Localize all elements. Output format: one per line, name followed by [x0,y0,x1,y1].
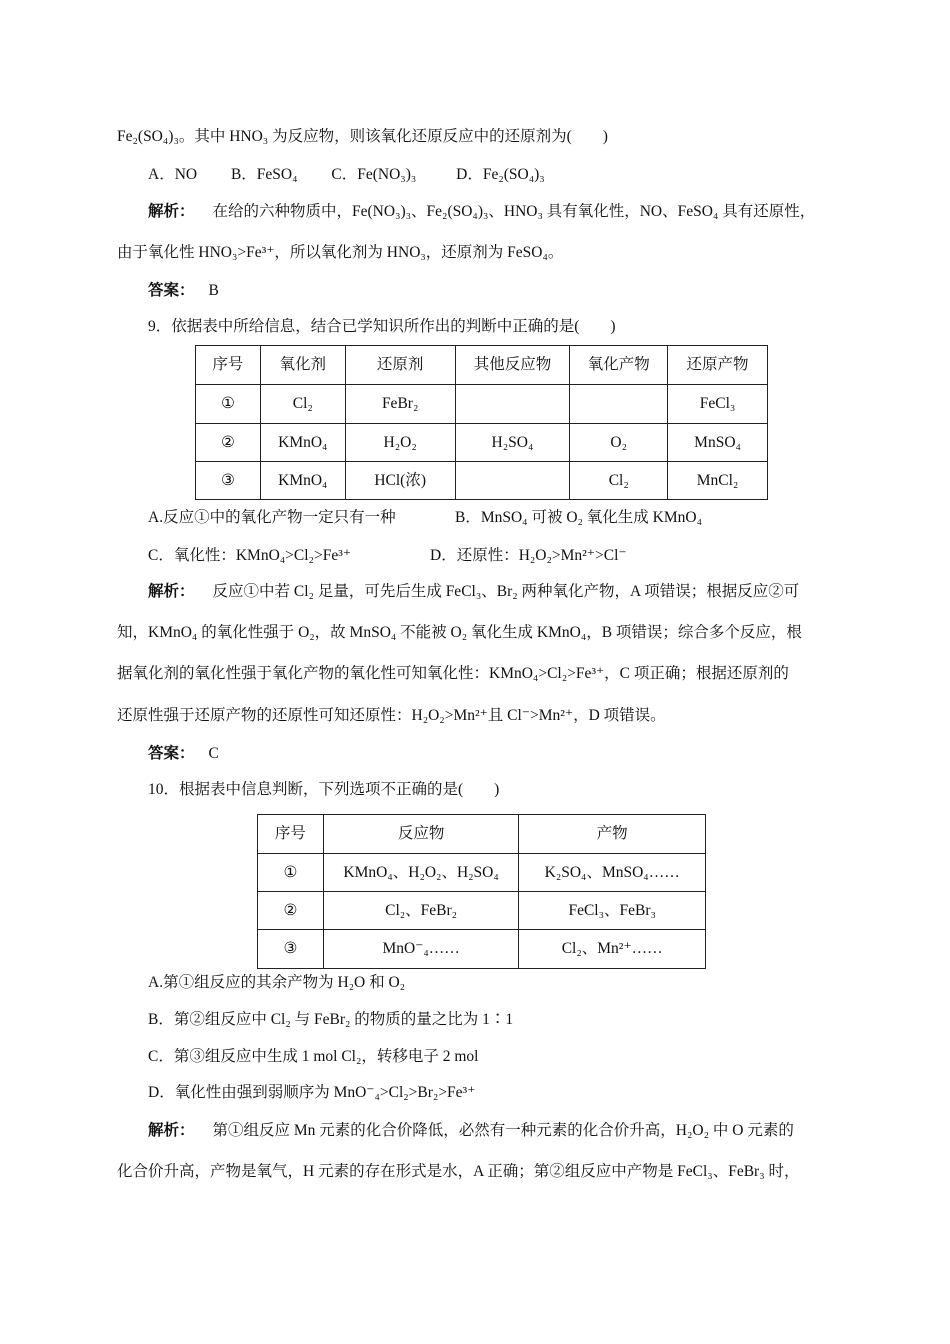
table-cell: ① [258,854,324,892]
table-cell: FeCl₃ [668,385,768,424]
q8-analysis-label: 解析： [148,203,195,220]
table-cell: Cl₂ [260,385,345,424]
table-cell: ① [196,385,261,424]
table-cell: KMnO₄ [260,462,345,500]
q10-option-d: D．氧化性由强到弱顺序为 MnO⁻₄>Cl₂>Br₂>Fe³⁺ [148,1084,476,1101]
table-cell: KMnO₄ [260,424,345,462]
q9-header-cell: 氧化剂 [260,346,345,385]
q8-option-b: B．FeSO₄ [230,166,298,183]
table-cell [570,385,668,424]
q9-header-cell: 序号 [196,346,261,385]
q10-option-c: C．第③组反应中生成 1 mol Cl₂，转移电子 2 mol [148,1048,479,1065]
q9-analysis-line-2: 知，KMnO₄ 的氧化性强于 O₂，故 MnSO₄ 不能被 O₂ 氧化生成 KMnO₄，B 项错误；综合多个反应，根 [117,624,802,641]
q10-table-header-row [258,815,706,854]
q10-option-b: B．第②组反应中 Cl₂ 与 FeBr₂ 的物质的量之比为 1∶1 [148,1011,514,1028]
q8-analysis-line-1 [148,202,815,222]
q9-table-header-row [196,346,768,385]
q8-option-d: D．Fe₂(SO₄)₃ [456,166,545,183]
table-cell: Cl₂、FeBr₂ [323,892,519,930]
table-cell: H₂SO₄ [455,424,570,462]
q8-answer-label: 答案： [148,282,195,299]
q9-table [195,345,768,500]
table-cell: MnO⁻₄…… [323,930,519,969]
table-cell [455,462,570,500]
table-cell: MnSO₄ [668,424,768,462]
q9-header-cell: 氧化产物 [570,346,668,385]
q9-option-d: D．还原性：H₂O₂>Mn²⁺>Cl⁻ [430,547,627,564]
q9-analysis-label: 解析： [148,583,195,600]
q9-option-a: A.反应①中的氧化产物一定只有一种 [148,509,396,526]
q10-analysis-line-1 [148,1121,794,1141]
q9-analysis-line-3: 据氧化剂的氧化性强于氧化产物的氧化性可知氧化性：KMnO₄>Cl₂>Fe³⁺，C 项正确；根据还原剂的 [117,665,789,682]
table-row [258,892,706,930]
table-cell: FeCl₃、FeBr₃ [519,892,706,930]
q10-analysis-line-2: 化合价升高，产物是氧气，H 元素的存在形式是水，A 正确；第②组反应中产物是 FeCl₃、FeBr₃ 时， [117,1163,800,1180]
table-cell: FeBr₂ [345,385,455,424]
table-cell: ③ [196,462,261,500]
table-cell: O₂ [570,424,668,462]
table-cell [455,385,570,424]
q8-answer [148,281,219,301]
q8-answer-value: B [208,282,219,299]
q8-stem-line: Fe₂(SO₄)₃。其中 HNO₃ 为反应物，则该氧化还原反应中的还原剂为( ) [117,128,608,145]
table-cell: K₂SO₄、MnSO₄…… [519,854,706,892]
q9-header-cell: 其他反应物 [455,346,570,385]
q10-header-cell: 产物 [519,815,706,854]
q9-analysis-line-4: 还原性强于还原产物的还原性可知还原性：H₂O₂>Mn²⁺且 Cl⁻>Mn²⁺，D 项错误。 [117,707,666,724]
table-row [196,462,768,500]
q10-option-a: A.第①组反应的其余产物为 H₂O 和 O₂ [148,974,406,991]
q9-header-cell: 还原产物 [668,346,768,385]
q8-analysis-line-2: 由于氧化性 HNO₃>Fe³⁺，所以氧化剂为 HNO₃，还原剂为 FeSO₄。 [117,244,564,261]
q9-option-b: B．MnSO₄ 可被 O₂ 氧化生成 KMnO₄ [455,509,703,526]
q10-analysis-label: 解析： [148,1122,195,1139]
q8-option-c: C．Fe(NO₃)₃ [331,166,417,183]
q9-stem: 9．依据表中所给信息，结合已学知识所作出的判断中正确的是( ) [148,318,616,335]
q9-option-c: C．氧化性：KMnO₄>Cl₂>Fe³⁺ [148,547,352,564]
table-row [258,930,706,969]
q10-analysis-text-1: 第①组反应 Mn 元素的化合价降低，必然有一种元素的化合价升高，H₂O₂ 中 O 元素的 [212,1122,794,1139]
table-cell: ③ [258,930,324,969]
table-row [196,385,768,424]
table-cell: ② [258,892,324,930]
table-cell: Cl₂ [570,462,668,500]
table-cell: Cl₂、Mn²⁺…… [519,930,706,969]
table-cell: MnCl₂ [668,462,768,500]
q10-header-cell: 反应物 [323,815,519,854]
q9-header-cell: 还原剂 [345,346,455,385]
table-row [196,424,768,462]
q9-answer [148,744,219,764]
q8-option-a: A．NO [148,166,198,183]
table-cell: ② [196,424,261,462]
table-row [258,854,706,892]
q9-answer-label: 答案： [148,745,195,762]
q10-stem: 10．根据表中信息判断，下列选项不正确的是( ) [148,781,500,798]
q10-table [257,814,706,969]
q9-answer-value: C [208,745,219,762]
q8-options [148,165,545,185]
q9-analysis-text-1: 反应①中若 Cl₂ 足量，可先后生成 FeCl₃、Br₂ 两种氧化产物，A 项错误；根据反应②可 [212,583,800,600]
table-cell: KMnO₄、H₂O₂、H₂SO₄ [323,854,519,892]
table-cell: HCl(浓) [345,462,455,500]
q9-analysis-line-1 [148,582,799,602]
q10-header-cell: 序号 [258,815,324,854]
table-cell: H₂O₂ [345,424,455,462]
q8-analysis-text-1: 在给的六种物质中，Fe(NO₃)₃、Fe₂(SO₄)₃、HNO₃ 具有氧化性，NO、FeSO₄ 具有还原性， [212,203,816,220]
